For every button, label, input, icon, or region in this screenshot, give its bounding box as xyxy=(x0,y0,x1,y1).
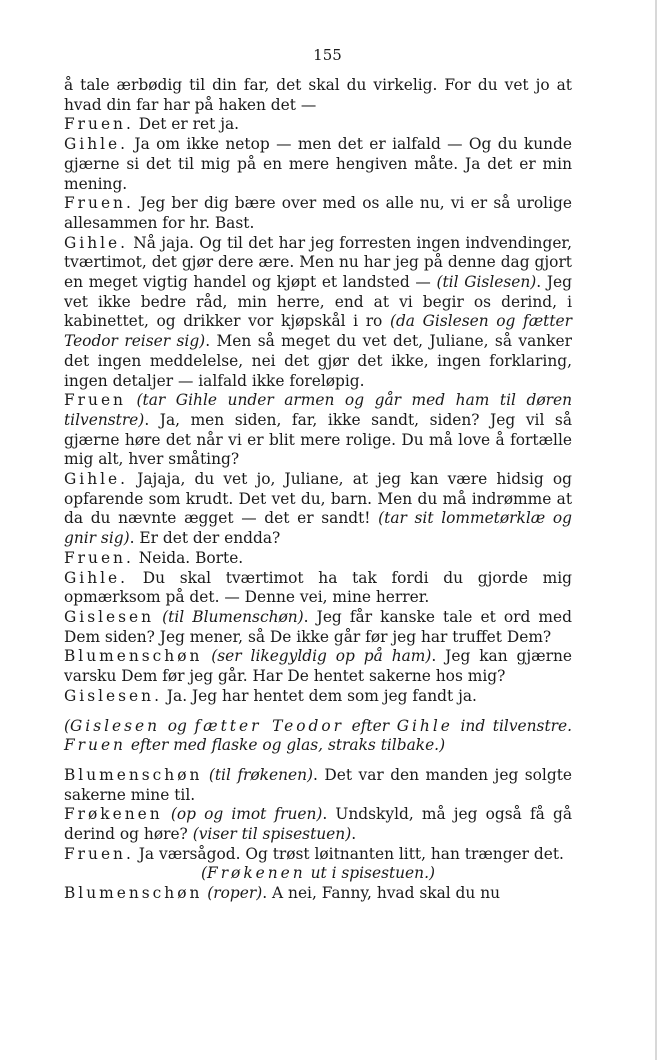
dialogue-text: . Jeg vet ikke bedre råd, min herre, end at vi begir os derind, i kabinettet, og drikker vor kjøpskål i ro xyxy=(64,273,572,331)
paragraph-gap xyxy=(64,707,572,717)
dialogue-text: . Undskyld, må jeg også få gå derind og høre? xyxy=(64,805,572,844)
speaker-name-italic: Gihle xyxy=(396,716,453,735)
speech-paragraph xyxy=(64,845,572,865)
stage-direction-text: (tar sit lommetørklæ og gnir sig) xyxy=(64,509,572,548)
stage-direction-text: og xyxy=(160,716,195,735)
stage-direction-text: (da Gislesen og fætter Teodor reiser sig) xyxy=(64,312,572,351)
speech-paragraph xyxy=(64,608,572,647)
speech-paragraph xyxy=(64,549,572,569)
speaker-name: Fruen. xyxy=(64,548,134,567)
speech-paragraph xyxy=(64,194,572,233)
speech-paragraph xyxy=(64,647,572,686)
dialogue-text: . Ja, men siden, far, ikke sandt, siden? Jeg vil så gjærne høre det når vi er blit mere rolige. Du må love å fortælle mig alt, hver småting? xyxy=(64,410,572,469)
stage-direction-text: efter med flaske og glas, straks tilbake.) xyxy=(125,736,446,755)
speech-paragraph xyxy=(64,470,572,549)
dialogue-text: Ja. Jeg har hentet dem som jeg fandt ja. xyxy=(161,686,477,705)
speaker-name: Frøkenen xyxy=(64,805,163,824)
speaker-name: Blumenschøn xyxy=(64,765,203,784)
dialogue-text: . A nei, Fanny, hvad skal du nu xyxy=(262,884,501,903)
dialogue-text: . Er det der endda? xyxy=(129,529,281,548)
dialogue-text: Du skal tværtimot ha tak fordi du gjorde mig opmærksom på det. — Denne vei, mine herrer. xyxy=(64,568,572,607)
speaker-name-italic: fætter Teodor xyxy=(194,716,344,735)
speaker-name: Fruen xyxy=(64,391,126,410)
speech-paragraph xyxy=(64,391,572,470)
speech-paragraph xyxy=(64,76,572,115)
dialogue-text xyxy=(126,391,137,409)
page-number: 155 xyxy=(313,46,342,64)
speaker-name: Gihle. xyxy=(64,470,129,489)
stage-direction-text: ( xyxy=(64,716,71,735)
speaker-name: Fruen. xyxy=(64,115,134,134)
dialogue-text: Ja om ikke netop — men det er ialfald — Og du kunde gjærne si det til mig på en mere hengiven måte. Ja det er min mening. xyxy=(64,135,572,193)
dialogue-text xyxy=(202,647,211,665)
stage-direction-text: (ser likegyldig op på ham) xyxy=(211,647,432,666)
dialogue-text: Det er ret ja. xyxy=(133,115,240,134)
speech-paragraph xyxy=(64,766,572,805)
speech-paragraph xyxy=(64,884,572,904)
stage-direction-text: ut i spisestuen.) xyxy=(305,864,435,883)
dialogue-text: Jajaja, du vet jo, Juliane, at jeg kan være hidsig og opfarende som krudt. Det vet du, barn. Men du må indrømme at da du nævnte ægget — det er sandt! xyxy=(64,470,572,528)
dialogue-text: . Jeg kan gjærne varsku Dem før jeg går. Har De hentet sakerne hos mig? xyxy=(64,647,572,686)
stage-direction-text: (roper) xyxy=(207,884,263,903)
speech-paragraph xyxy=(64,135,572,194)
dialogue-text xyxy=(163,805,171,823)
dialogue-text: . Men så meget du vet det, Juliane, så vanker det ingen meddelelse, nei det gjør det ikke, ingen forklaring, ingen detaljer — ialfald ikke foreløpig. xyxy=(64,332,572,390)
stage-direction-text: (til frøkenen) xyxy=(208,765,314,784)
dialogue-text: . xyxy=(351,825,357,844)
dialogue-text: . Jeg får kanske tale et ord med Dem siden? Jeg mener, så De ikke går før jeg har truffet Dem? xyxy=(64,607,572,646)
stage-direction-text: (op og imot fruen) xyxy=(170,805,323,824)
speaker-name: Blumenschøn xyxy=(64,647,203,666)
speaker-name-italic: Frøkenen xyxy=(207,864,306,883)
speaker-name: Gihle. xyxy=(64,135,129,154)
dialogue-text: Nå jaja. Og til det har jeg forresten ingen indvendinger, tværtimot, det gjør dere ære. Men nu har jeg på denne dag gjort en meget vigtig handel og kjøpt et landsted — xyxy=(64,233,572,292)
paragraph-gap xyxy=(64,756,572,766)
speech-paragraph xyxy=(64,115,572,135)
speech-paragraph xyxy=(64,717,572,756)
stage-direction-text: efter xyxy=(344,716,397,735)
speaker-name: Gihle. xyxy=(64,233,129,252)
speech-paragraph xyxy=(64,805,572,844)
dialogue-text: . Det var den manden jeg solgte sakerne mine til. xyxy=(64,765,572,804)
stage-direction-text: (viser til spisestuen) xyxy=(192,825,352,844)
play-text xyxy=(64,76,572,904)
dialogue-text: Ja værsågod. Og trøst løitnanten litt, han trænger det. xyxy=(133,844,564,863)
speaker-name: Gislesen xyxy=(64,607,155,626)
stage-direction xyxy=(64,864,572,884)
speech-paragraph xyxy=(64,234,572,392)
speech-paragraph xyxy=(64,687,572,707)
speaker-name: Gislesen. xyxy=(64,686,162,705)
speaker-name: Blumenschøn xyxy=(64,884,203,903)
dialogue-text xyxy=(154,608,162,626)
speaker-name-italic: Gislesen xyxy=(70,716,161,735)
stage-direction-text: ( xyxy=(201,864,208,883)
speech-paragraph xyxy=(64,569,572,608)
dialogue-text: Neida. Borte. xyxy=(133,548,244,567)
speaker-name-italic: Fruen xyxy=(64,736,126,755)
speaker-name: Fruen. xyxy=(64,844,134,863)
stage-direction-text: (til Blumenschøn) xyxy=(162,607,304,626)
dialogue-text: å tale ærbødig til din far, det skal du virkelig. For du vet jo at hvad din far har på haken det — xyxy=(64,76,572,114)
dialogue-text: Jeg ber dig bære over med os alle nu, vi er så urolige allesammen for hr. Bast. xyxy=(64,194,572,232)
stage-direction-text: (tar Gihle under armen og går med ham til døren tilvenstre) xyxy=(64,391,572,429)
speaker-name: Fruen. xyxy=(64,194,134,213)
speaker-name: Gihle. xyxy=(64,568,129,587)
stage-direction-text: ind tilvenstre. xyxy=(452,716,572,735)
stage-direction-text: (til Gislesen) xyxy=(436,273,537,292)
